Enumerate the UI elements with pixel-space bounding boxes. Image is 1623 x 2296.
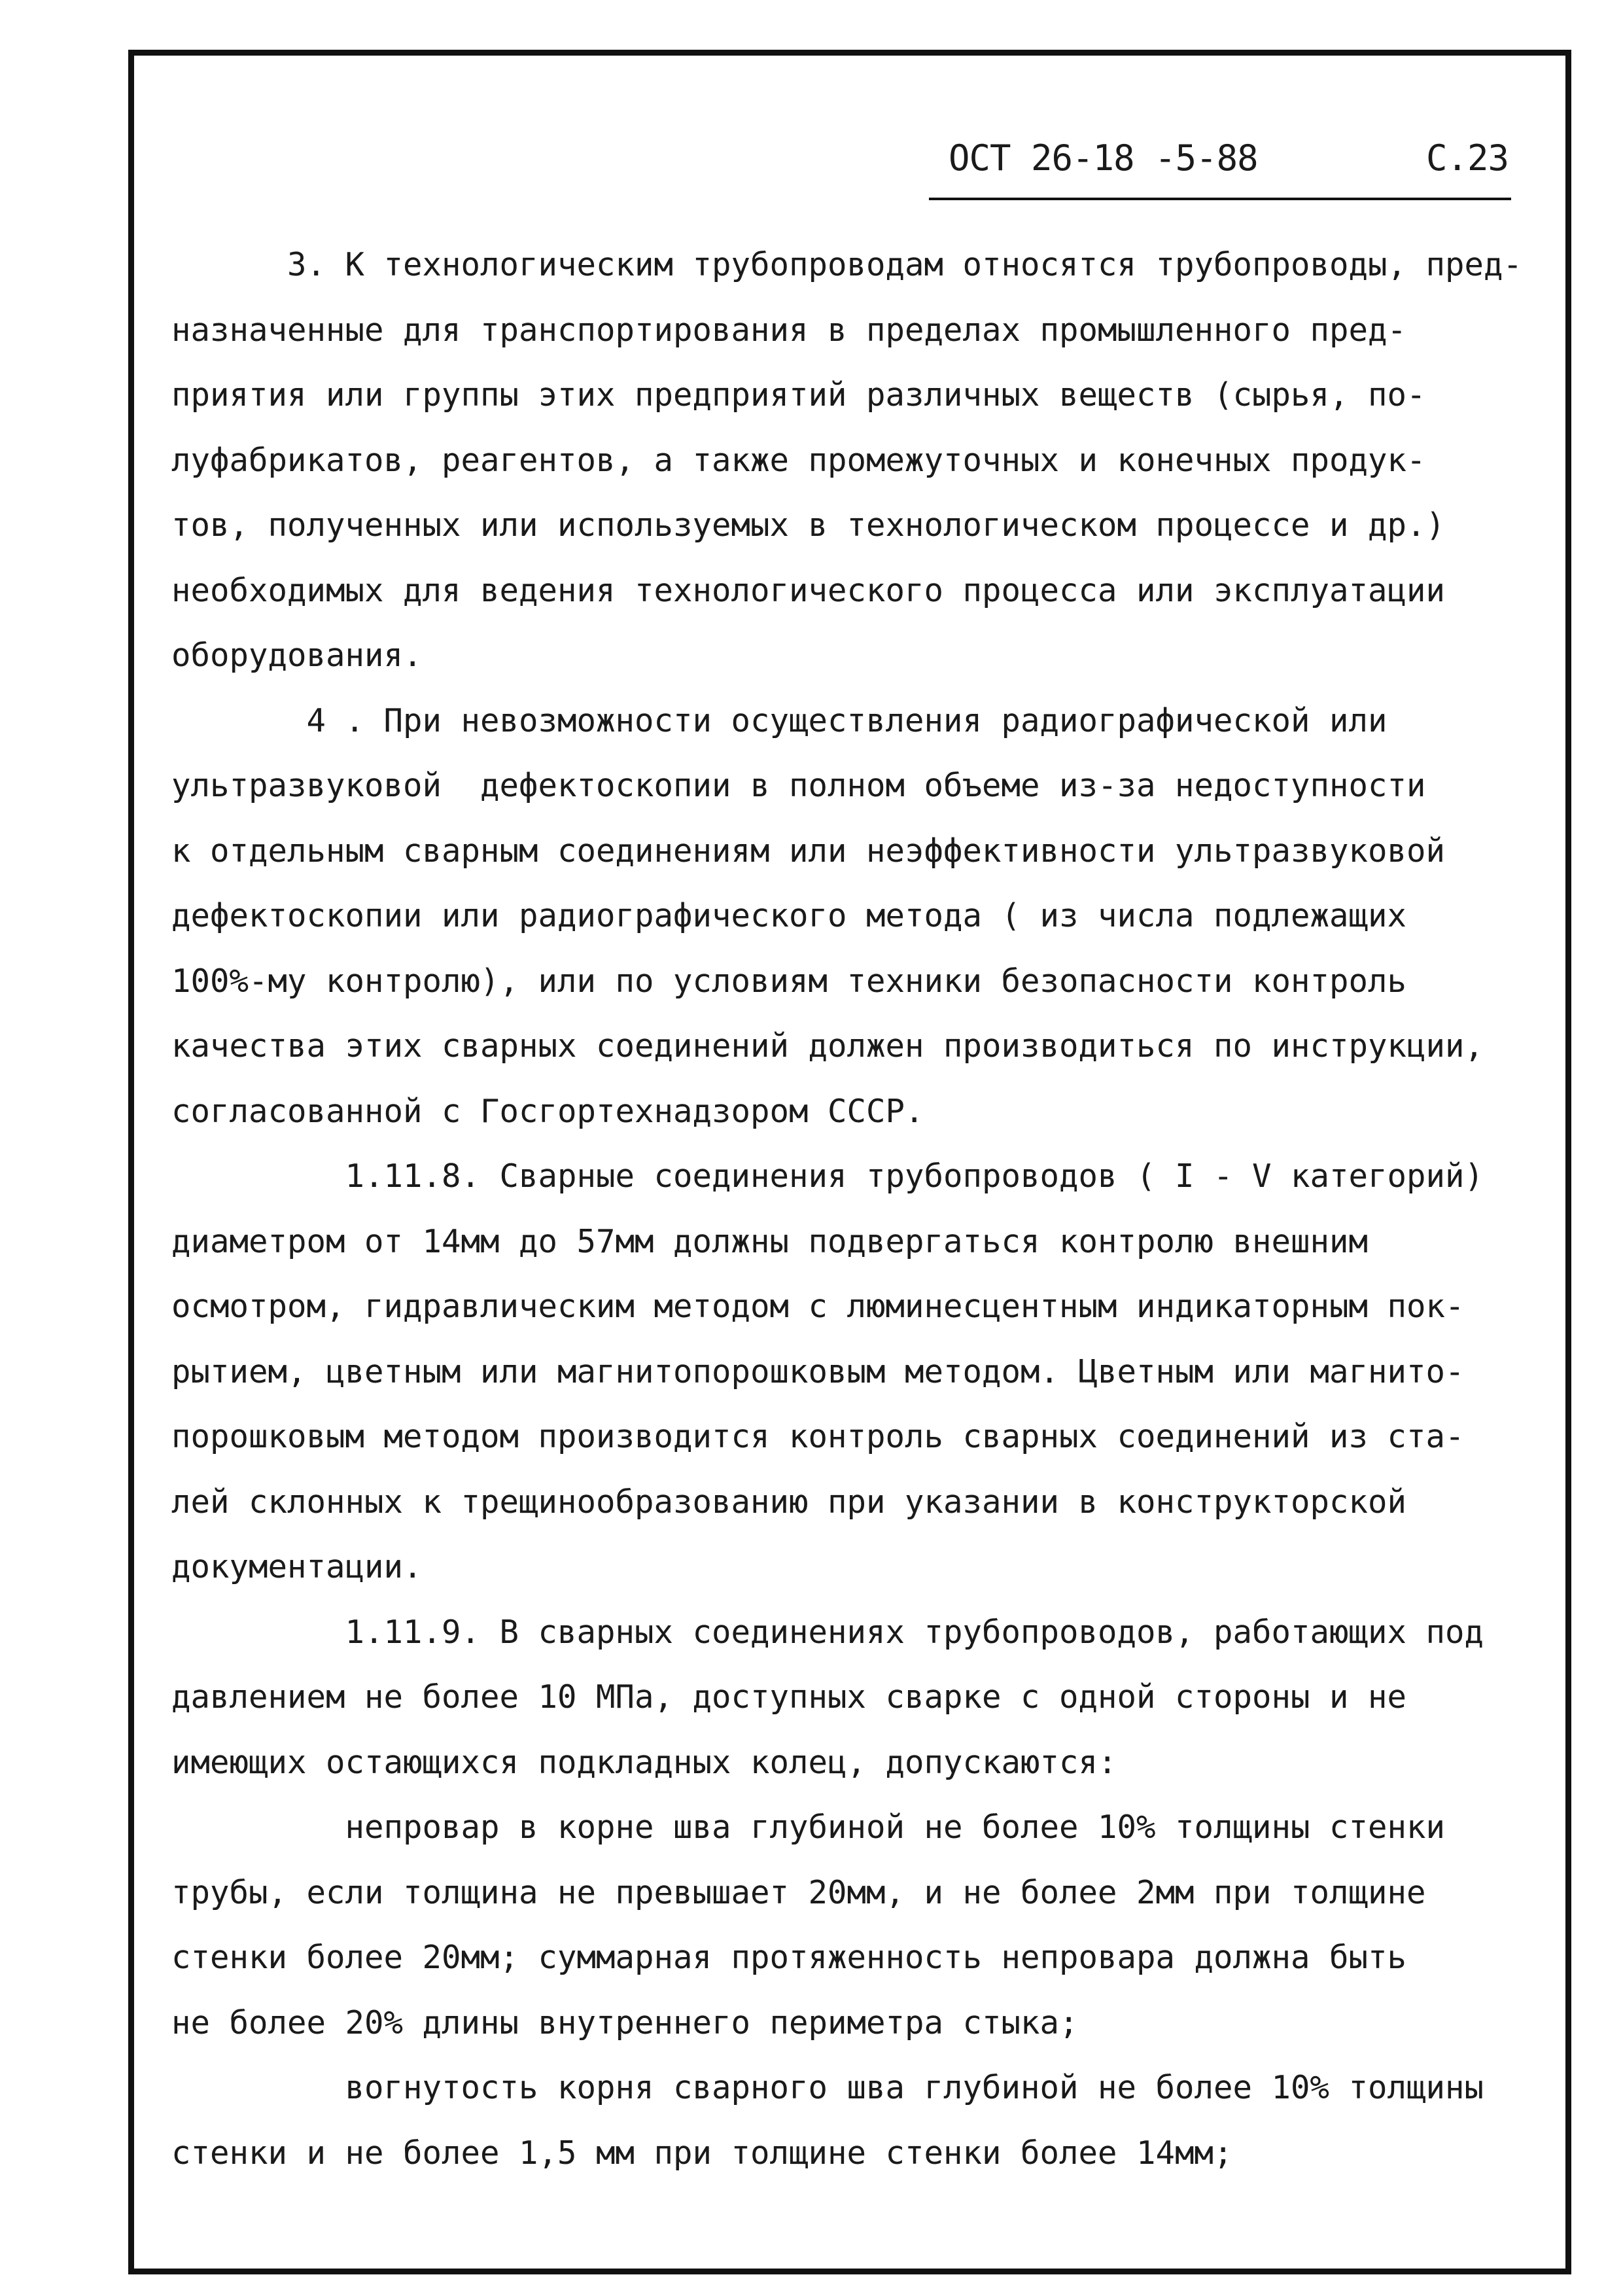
text-line: к отдельным сварным соединениям или неэффективности ультразвуковой — [171, 832, 1446, 870]
text-line: давлением не более 10 МПа, доступных сварке с одной стороны и не — [171, 1678, 1407, 1716]
text-line: назначенные для транспортирования в пределах промышленного пред- — [171, 311, 1407, 349]
text-line: стенки более 20мм; суммарная протяженность непровара должна быть — [171, 1939, 1407, 1976]
text-line: ультразвуковой дефектоскопии в полном объеме из-за недоступности — [171, 767, 1426, 804]
text-line: качества этих сварных соединений должен производиться по инструкции, — [171, 1027, 1484, 1065]
text-line: 100%-му контролю), или по условиям техники безопасности контроль — [171, 962, 1407, 1000]
text-line: вогнутость корня сварного шва глубиной не более 10% толщины — [171, 2069, 1484, 2106]
text-line: 3. К технологическим трубопроводам относятся трубопроводы, пред- — [171, 246, 1523, 283]
text-line: диаметром от 14мм до 57мм должны подвергаться контролю внешним — [171, 1222, 1369, 1260]
text-line: имеющих остающихся подкладных колец, допускаются: — [171, 1743, 1117, 1781]
text-line: лей склонных к трещинообразованию при указании в конструкторской — [171, 1483, 1407, 1521]
text-line: дефектоскопии или радиографического метода ( из числа подлежащих — [171, 897, 1407, 934]
text-line: непровар в корне шва глубиной не более 10% толщины стенки — [171, 1809, 1446, 1846]
text-line: стенки и не более 1,5 мм при толщине стенки более 14мм; — [171, 2134, 1233, 2172]
header-underline — [929, 198, 1511, 200]
text-line: приятия или группы этих предприятий различных веществ (сырья, по- — [171, 376, 1426, 414]
text-line: оборудования. — [171, 637, 423, 674]
text-line: 1.11.9. В сварных соединениях трубопроводов, работающих под — [171, 1613, 1484, 1651]
text-line: осмотром, гидравлическим методом с люминесцентным индикаторным пок- — [171, 1288, 1465, 1325]
text-line: необходимых для ведения технологического процесса или эксплуатации — [171, 571, 1446, 609]
page-number: С.23 — [1426, 137, 1509, 179]
text-line: трубы, если толщина не превышает 20мм, и не более 2мм при толщине — [171, 1873, 1426, 1911]
text-line: согласованной с Госгортехнадзором СССР. — [171, 1092, 924, 1130]
text-line: рытием, цветным или магнитопорошковым методом. Цветным или магнито- — [171, 1352, 1465, 1390]
text-line: луфабрикатов, реагентов, а также промежуточных и конечных продук- — [171, 441, 1426, 479]
document-body — [171, 232, 1532, 2185]
text-line: документации. — [171, 1548, 423, 1585]
text-line: тов, полученных или используемых в технологическом процессе и др.) — [171, 506, 1446, 544]
document-code: ОСТ 26-18 -5-88 — [949, 137, 1258, 179]
text-line: 1.11.8. Сварные соединения трубопроводов ( I - V категорий) — [171, 1157, 1484, 1195]
text-line: не более 20% длины внутреннего периметра стыка; — [171, 2004, 1079, 2041]
text-line: 4 . При невозможности осуществления радиографической или — [171, 701, 1387, 739]
text-line: порошковым методом производится контроль сварных соединений из ста- — [171, 1418, 1465, 1455]
